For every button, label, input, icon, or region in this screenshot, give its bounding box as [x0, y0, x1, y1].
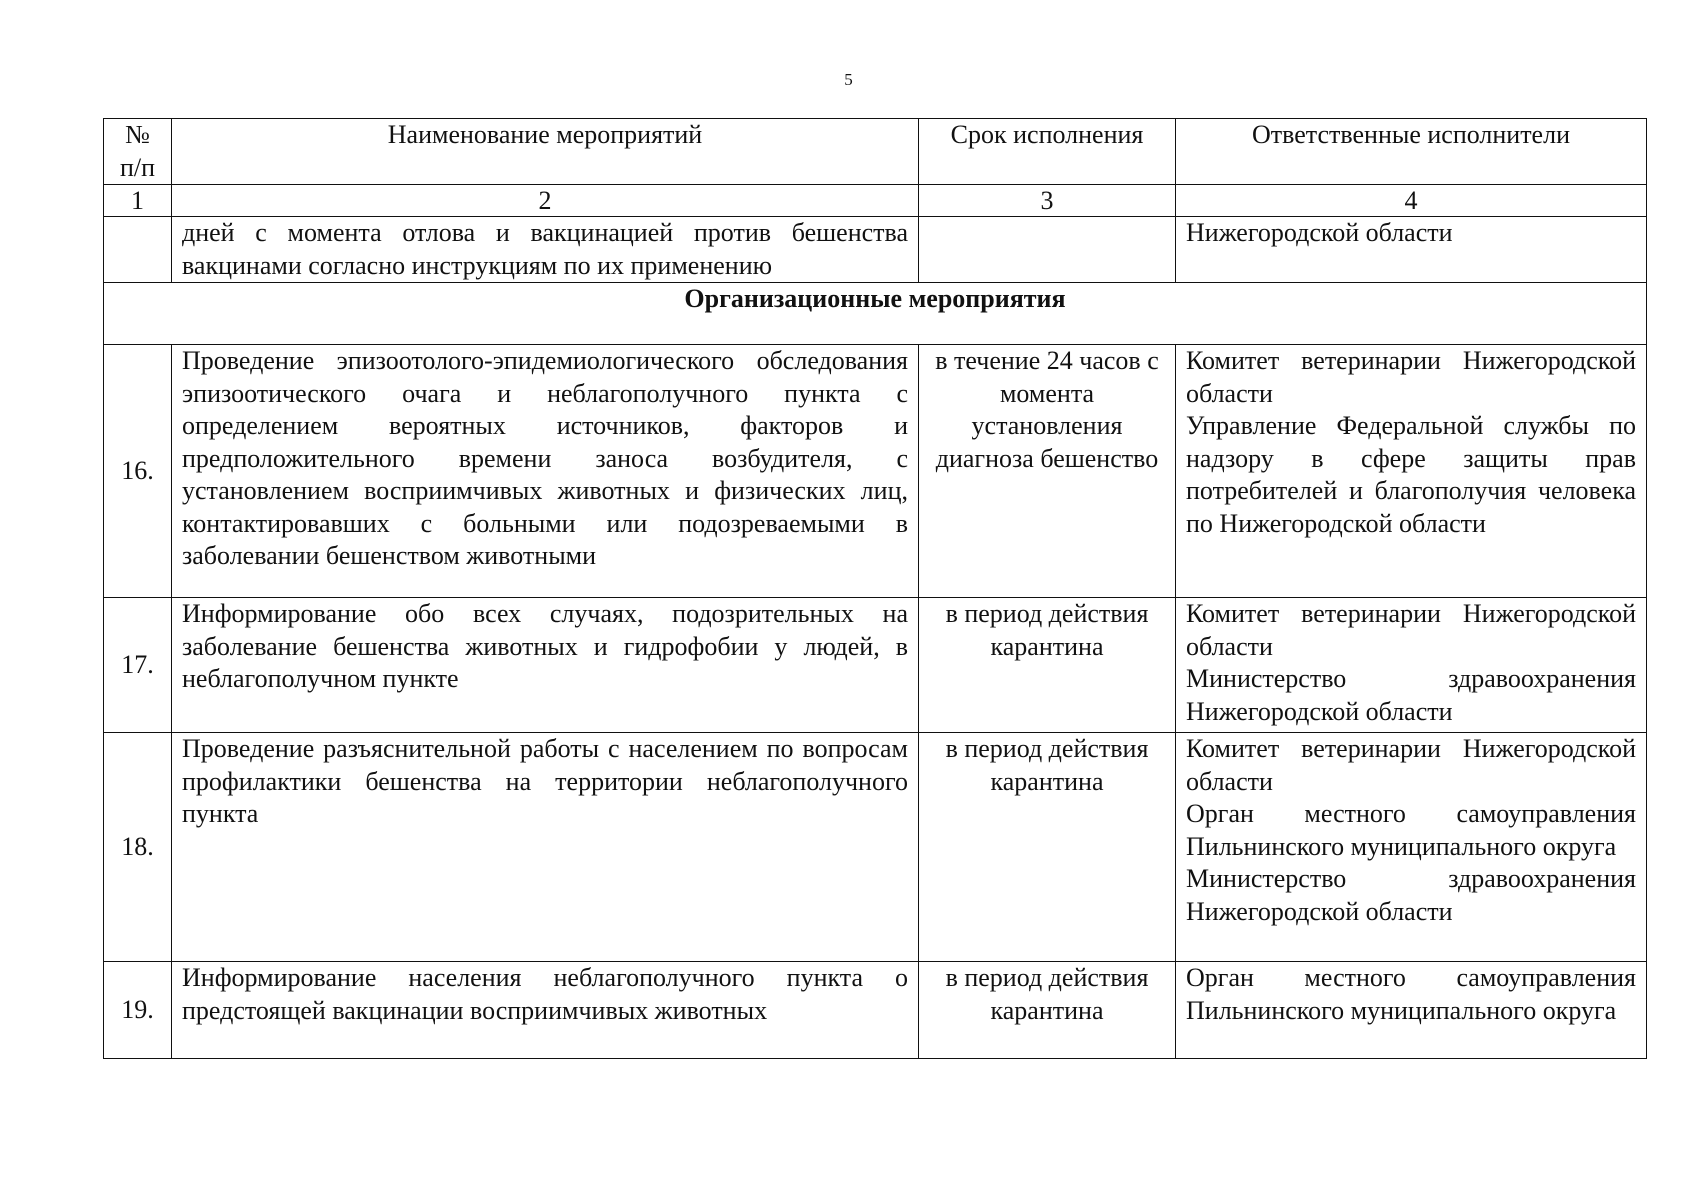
page-number: 5 [844, 70, 853, 89]
section-row [104, 283, 1647, 345]
deadline-cell: в период действия карантина [919, 733, 1176, 962]
table-row [104, 598, 1647, 733]
header-responsible: Ответственные исполнители [1176, 119, 1647, 185]
measures-table [103, 118, 1647, 1059]
column-number: 2 [172, 185, 919, 217]
responsible-line: Комитет ветеринарии Нижегородской области [1186, 599, 1636, 661]
table-header-row [104, 119, 1647, 185]
deadline-cell: в период действия карантина [919, 598, 1176, 733]
action-cell: Проведение разъяснительной работы с населением по вопросам профилактики бешенства на территории неблагополучного пункта [172, 733, 919, 962]
responsible-line: Управление Федеральной службы по надзору в сфере защиты прав потребителей и благополучия человека по Нижегородской области [1186, 411, 1636, 538]
table-row [104, 217, 1647, 283]
column-number: 4 [1176, 185, 1647, 217]
responsible-cell [1176, 345, 1647, 598]
row-number: 16. [104, 345, 172, 598]
row-number: 19. [104, 962, 172, 1059]
responsible-cell [1176, 962, 1647, 1059]
action-cell: дней с момента отлова и вакцинацией против бешенства вакцинами согласно инструкциям по их применению [172, 217, 919, 283]
responsible-line: Орган местного самоуправления Пильнинского муниципального округа [1186, 963, 1636, 1025]
action-cell: Информирование обо всех случаях, подозрительных на заболевание бешенства животных и гидрофобии у людей, в неблагополучном пункте [172, 598, 919, 733]
table-row [104, 733, 1647, 962]
row-number [104, 217, 172, 283]
table-row [104, 345, 1647, 598]
deadline-cell: в период действия карантина [919, 962, 1176, 1059]
header-num: № п/п [104, 119, 172, 185]
row-number: 18. [104, 733, 172, 962]
responsible-cell [1176, 733, 1647, 962]
column-number-row [104, 185, 1647, 217]
deadline-cell: в течение 24 часов с момента установления диагноза бешенство [919, 345, 1176, 598]
responsible-cell [1176, 598, 1647, 733]
responsible-line: Министерство здравоохранения Нижегородской области [1186, 864, 1636, 926]
column-number: 3 [919, 185, 1176, 217]
action-cell: Информирование населения неблагополучного пункта о предстоящей вакцинации восприимчивых животных [172, 962, 919, 1059]
table-row [104, 962, 1647, 1059]
action-cell: Проведение эпизоотолого-эпидемиологического обследования эпизоотического очага и неблагополучного пункта с определением вероятных источников, факторов и предположительного времени заноса возбудителя, с установлением восприимчивых животных и физических лиц, контактировавших с больными или подозреваемыми в заболевании бешенством животными [172, 345, 919, 598]
responsible-line: Орган местного самоуправления Пильнинского муниципального округа [1186, 799, 1636, 861]
responsible-line: Министерство здравоохранения Нижегородской области [1186, 664, 1636, 726]
responsible-line: Нижегородской области [1186, 218, 1453, 247]
responsible-line: Комитет ветеринарии Нижегородской области [1186, 734, 1636, 796]
section-title: Организационные мероприятия [104, 283, 1647, 345]
header-deadline: Срок исполнения [919, 119, 1176, 185]
header-action: Наименование мероприятий [172, 119, 919, 185]
row-number: 17. [104, 598, 172, 733]
responsible-line: Комитет ветеринарии Нижегородской области [1186, 346, 1636, 408]
deadline-cell [919, 217, 1176, 283]
column-number: 1 [104, 185, 172, 217]
responsible-cell [1176, 217, 1647, 283]
